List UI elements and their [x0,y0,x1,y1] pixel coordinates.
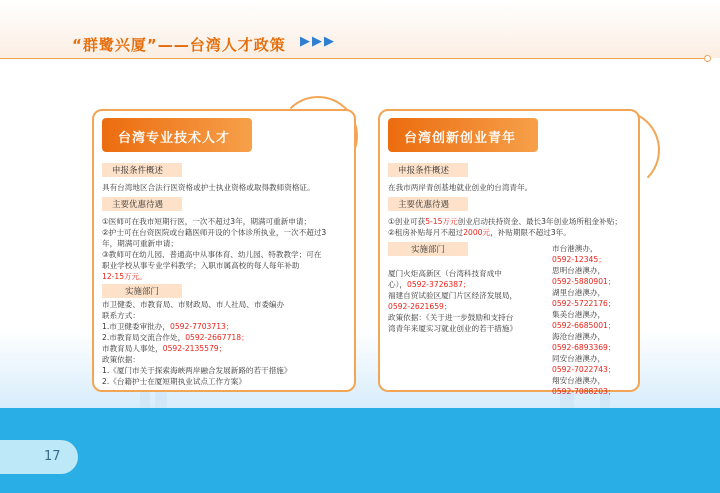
department-line [388,279,538,290]
basis-item: 湾青年来厦实习就业创业的若干措施》 [388,324,518,333]
benefit-item: 职业学校从事专业学科教学；入职市属高校的每人每年补助 [102,261,300,270]
department-line: 福建自贸试验区厦门片区经济发展局， [388,291,518,300]
contact-phone: 0592-2621659； [388,302,452,311]
contact-name: 市教育局人事处， [102,344,163,353]
benefit-item: ③教师可在幼儿园、普通高中从事体育、幼儿园、特教教学；可在 [102,250,322,259]
office-phone: 0592-6893369； [552,343,616,352]
header-dot-icon [704,55,711,62]
basis-label: 政策依据：《关于进一步鼓励和支持台 [388,313,514,322]
department-text: 心）， [388,280,407,289]
benefits-list [388,216,640,238]
benefit-amount: 12-15万元。 [102,272,147,281]
department-info [102,299,354,387]
header-divider [0,58,708,59]
contact-phone: 0592-7703713； [170,322,234,331]
office-contacts [552,243,638,397]
basis-item: 2.《台籍护士在厦短期执业试点工作方案》 [102,377,246,386]
contact-row [102,343,354,354]
office-phone: 0592-7088203； [552,387,616,396]
office-name: 思明台港澳办， [552,266,606,275]
benefit-text: ②租房补贴每月不超过 [388,228,464,237]
benefit-item: ①医师可在我市短期行医，一次不超过3年，期满可重新申请； [102,217,312,226]
card-title-left: 台湾专业技术人才 [102,118,252,152]
office-name: 市台港澳办， [552,244,598,253]
page-number: 17 [44,449,61,464]
benefit-text: ①创业可获 [388,217,426,226]
office-phone: 0592-6685001； [552,321,616,330]
office-name: 海沧台港澳办， [552,332,606,341]
department-list: 市卫健委、市教育局、市财政局、市人社局、市委编办 [102,300,285,309]
contact-name: 1.市卫健委审批办， [102,322,170,331]
conditions-heading: 申报条件概述 [388,163,468,177]
department-heading: 实施部门 [388,242,468,256]
department-line: 厦门火炬高新区（台湾科技育成中 [388,269,502,278]
office-name: 翔安台港澳办， [552,376,606,385]
benefit-item: 年，期满可重新申请； [102,239,178,248]
benefits-list [102,216,354,282]
department-heading: 实施部门 [102,284,182,298]
office-name: 同安台港澳办， [552,354,606,363]
benefits-heading: 主要优惠待遇 [388,197,468,211]
basis-label: 政策依据： [102,355,140,364]
page-number-badge [0,440,78,474]
title-arrows-icon: ▶▶▶ [300,34,336,49]
office-name: 集美台港澳办， [552,310,606,319]
office-phone: 0592-12345； [552,255,606,264]
benefit-text: ，补贴期限不超过3年。 [490,228,571,237]
conditions-text: 具有台湾地区合法行医资格或护士执业资格或取得教师资格证。 [102,183,315,192]
benefit-amount: 5-15万元 [425,217,458,226]
footer-band [0,408,720,493]
contact-phone: 0592-2667718； [185,333,249,342]
contact-phone: 0592-2135579； [162,344,227,353]
benefits-heading: 主要优惠待遇 [102,197,182,211]
office-phone: 0592-5722176； [552,299,616,308]
office-phone: 0592-5880901； [552,277,616,286]
card-title-right: 台湾创新创业青年 [388,118,538,152]
basis-item: 1.《厦门市关于探索海峡两岸融合发展新路的若干措施》 [102,366,292,375]
contact-label: 联系方式： [102,311,140,320]
office-name: 湖里台港澳办， [552,288,606,297]
conditions-heading: 申报条件概述 [102,163,182,177]
contact-row [102,332,354,343]
page-title: “群鹭兴厦”——台湾人才政策 [72,36,286,54]
conditions-text: 在我市两岸青创基地就业创业的台湾青年。 [388,183,533,192]
contact-phone: 0592-3726387； [406,280,471,289]
benefit-item [388,227,640,238]
benefit-item: ②护士可在台资医院或台籍医师开设的个体诊所执业，一次不超过3 [102,228,327,237]
benefit-text: 创业启动扶持资金、最长3年创业场所租金补贴； [457,217,622,226]
contact-row [102,321,354,332]
department-info [388,268,538,334]
benefit-amount: 2000元 [463,228,491,237]
office-phone: 0592-7022743； [552,365,616,374]
benefit-item [388,216,640,227]
contact-name: 2.市教育局交流合作处， [102,333,186,342]
